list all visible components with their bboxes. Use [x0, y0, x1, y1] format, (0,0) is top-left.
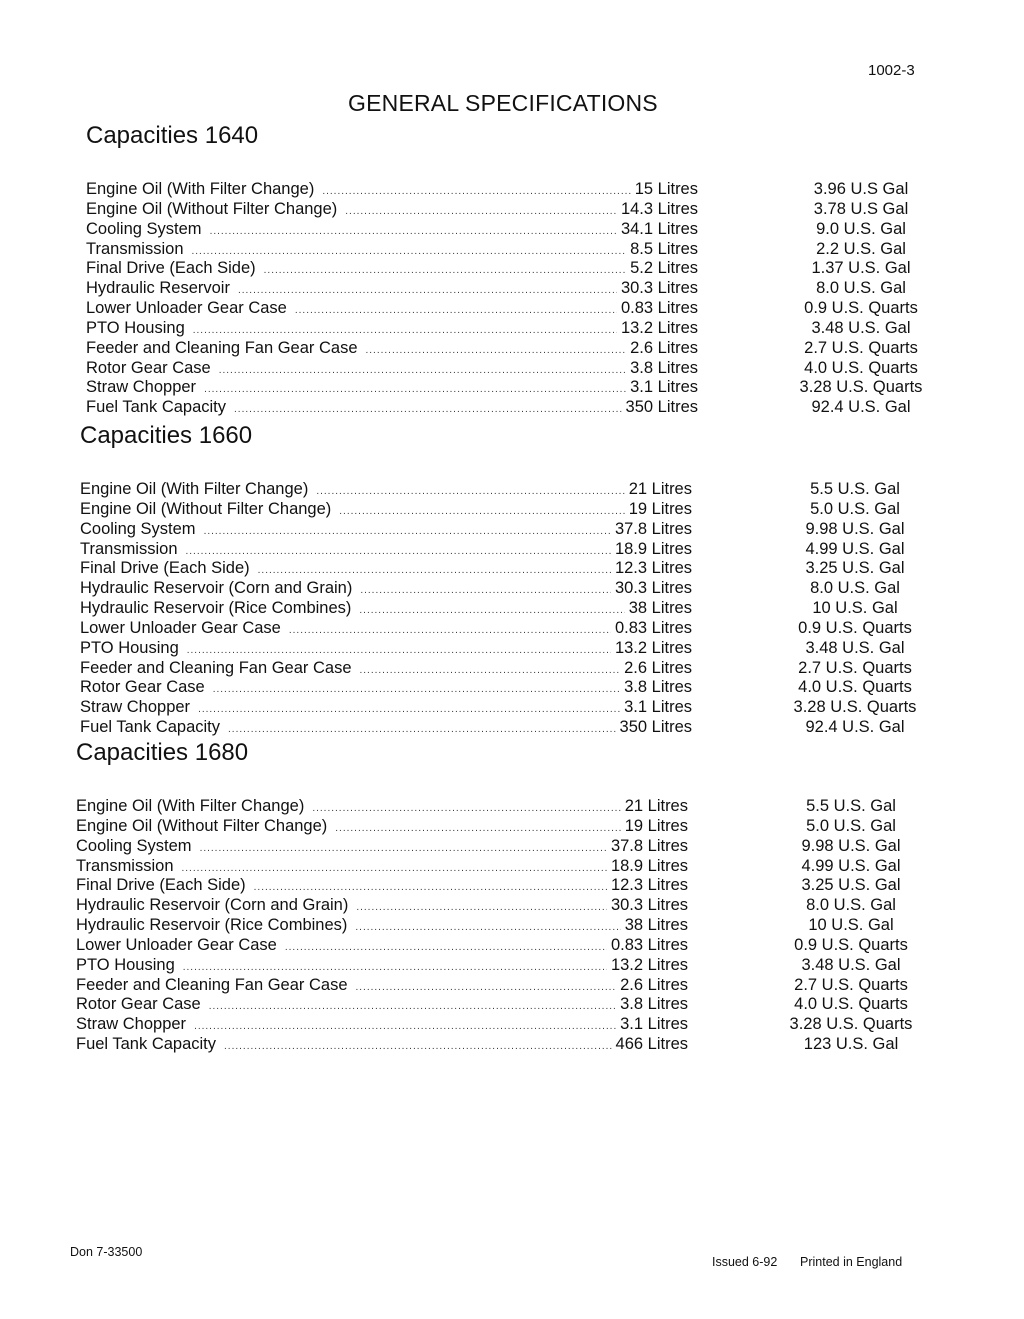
us-value: 2.7 U.S. Quarts — [794, 975, 908, 994]
spec-label: Fuel Tank Capacity — [76, 1035, 217, 1054]
spec-name-cell — [76, 896, 688, 918]
spec-name-cell — [76, 936, 688, 958]
us-value: 4.99 U.S. Gal — [801, 856, 901, 875]
spec-row — [86, 279, 906, 299]
litres-value: 18.9 Litres — [610, 856, 688, 875]
spec-label: Engine Oil (With Filter Change) — [86, 180, 315, 198]
litres-value: 13.2 Litres — [610, 955, 688, 974]
spec-label: Final Drive (Each Side) — [80, 559, 250, 578]
spec-label: Hydraulic Reservoir — [86, 279, 230, 298]
litres-value: 2.6 Litres — [630, 338, 698, 357]
spec-label: PTO Housing — [80, 638, 179, 657]
spec-name-cell — [80, 579, 692, 601]
spec-row — [76, 1015, 913, 1035]
litres-value: 2.6 Litres — [624, 658, 692, 677]
litres-value: 13.2 Litres — [620, 318, 698, 337]
issued-date: Issued 6-92 — [712, 1255, 778, 1269]
litres-value: 3.8 Litres — [624, 678, 692, 697]
spec-row — [76, 896, 896, 916]
document-title: GENERAL SPECIFICATIONS — [348, 90, 658, 116]
spec-label: Rotor Gear Case — [76, 995, 201, 1014]
spec-row — [86, 378, 923, 398]
spec-name-cell — [86, 180, 698, 202]
us-value: 3.48 U.S. Gal — [811, 318, 911, 337]
spec-label: Engine Oil (Without Filter Change) — [76, 816, 328, 835]
us-value: 5.5 U.S. Gal — [810, 480, 900, 498]
us-value: 3.28 U.S. Quarts — [793, 698, 917, 717]
us-value: 92.4 U.S. Gal — [811, 398, 911, 417]
us-value: 2.7 U.S. Quarts — [798, 658, 912, 677]
dot-leader — [224, 1037, 612, 1057]
spec-label: Straw Chopper — [80, 698, 191, 717]
spec-label: PTO Housing — [76, 955, 175, 974]
spec-name-cell — [80, 500, 692, 522]
spec-label: PTO Housing — [86, 318, 185, 337]
spec-name-cell — [80, 480, 692, 502]
spec-row — [86, 180, 909, 200]
spec-label: Lower Unloader Gear Case — [86, 299, 287, 318]
dot-leader — [228, 720, 616, 740]
us-value: 0.9 U.S. Quarts — [794, 935, 908, 954]
spec-row — [80, 718, 905, 738]
litres-value: 0.83 Litres — [610, 935, 688, 954]
spec-name-cell — [86, 259, 698, 281]
spec-row — [86, 199, 909, 220]
spec-row — [76, 856, 901, 877]
litres-value: 15 Litres — [634, 180, 698, 198]
litres-value: 37.8 Litres — [610, 836, 688, 855]
section-heading: Capacities 1640 — [86, 122, 259, 149]
spec-name-cell — [80, 619, 692, 641]
spec-label: Hydraulic Reservoir (Rice Combines) — [80, 599, 352, 618]
spec-name-cell — [86, 378, 698, 400]
litres-value: 19 Litres — [624, 816, 688, 835]
spec-label: Feeder and Cleaning Fan Gear Case — [80, 658, 352, 677]
spec-name-cell — [80, 678, 692, 700]
spec-row — [86, 219, 906, 240]
spec-row — [80, 638, 905, 659]
spec-name-cell — [86, 398, 698, 420]
litres-value: 13.2 Litres — [614, 638, 692, 657]
spec-name-cell — [76, 1035, 688, 1057]
spec-label: Straw Chopper — [76, 1015, 187, 1034]
spec-row — [80, 599, 898, 619]
spec-name-cell — [80, 599, 692, 621]
spec-list — [76, 797, 913, 1055]
us-value: 8.0 U.S. Gal — [806, 896, 896, 915]
us-value: 3.25 U.S. Gal — [805, 559, 905, 578]
spec-label: Engine Oil (Without Filter Change) — [86, 199, 338, 218]
spec-label: Transmission — [80, 539, 178, 558]
spec-name-cell — [76, 837, 688, 859]
spec-row — [80, 618, 912, 639]
spec-row — [86, 299, 918, 319]
us-value: 4.0 U.S. Quarts — [798, 678, 912, 697]
litres-value: 38 Litres — [628, 599, 692, 618]
litres-value: 37.8 Litres — [614, 519, 692, 538]
spec-name-cell — [80, 659, 692, 681]
capacities-section — [80, 422, 917, 738]
spec-name-cell — [86, 299, 698, 321]
spec-name-cell — [86, 200, 698, 222]
litres-value: 3.1 Litres — [630, 378, 698, 397]
litres-value: 350 Litres — [625, 398, 698, 417]
us-value: 8.0 U.S. Gal — [816, 279, 906, 298]
spec-name-cell — [76, 817, 688, 839]
us-value: 8.0 U.S. Gal — [810, 579, 900, 598]
spec-name-cell — [76, 1015, 688, 1037]
litres-value: 38 Litres — [624, 916, 688, 935]
spec-name-cell — [80, 520, 692, 542]
section-heading: Capacities 1680 — [76, 739, 249, 766]
spec-label: Final Drive (Each Side) — [86, 259, 256, 278]
spec-row — [76, 916, 894, 936]
spec-list — [80, 480, 917, 738]
spec-row — [80, 698, 917, 718]
spec-row — [86, 239, 906, 260]
us-value: 2.7 U.S. Quarts — [804, 338, 918, 357]
spec-row — [86, 338, 918, 359]
spec-row — [80, 539, 905, 560]
spec-label: Fuel Tank Capacity — [86, 398, 227, 417]
spec-label: Straw Chopper — [86, 378, 197, 397]
spec-name-cell — [76, 995, 688, 1017]
us-value: 3.78 U.S Gal — [813, 199, 909, 218]
spec-row — [80, 658, 912, 679]
us-value: 9.98 U.S. Gal — [801, 836, 901, 855]
spec-row — [80, 499, 900, 520]
spec-label: Final Drive (Each Side) — [76, 876, 246, 895]
us-value: 9.98 U.S. Gal — [805, 519, 905, 538]
spec-name-cell — [80, 540, 692, 562]
spec-label: Cooling System — [86, 219, 202, 238]
us-value: 5.0 U.S. Gal — [810, 499, 900, 518]
us-value: 5.0 U.S. Gal — [806, 816, 896, 835]
litres-value: 19 Litres — [628, 499, 692, 518]
spec-row — [76, 876, 901, 896]
spec-label: Hydraulic Reservoir (Corn and Grain) — [76, 896, 349, 915]
spec-label: Fuel Tank Capacity — [80, 718, 221, 737]
us-value: 2.2 U.S. Gal — [816, 239, 906, 258]
spec-name-cell — [86, 279, 698, 301]
us-value: 3.28 U.S. Quarts — [799, 378, 923, 397]
spec-row — [86, 398, 911, 418]
spec-name-cell — [76, 797, 688, 819]
litres-value: 3.1 Litres — [624, 698, 692, 717]
litres-value: 2.6 Litres — [620, 975, 688, 994]
spec-row — [76, 975, 908, 996]
spec-label: Engine Oil (Without Filter Change) — [80, 499, 332, 518]
us-value: 4.0 U.S. Quarts — [794, 995, 908, 1014]
spec-row — [86, 358, 918, 379]
spec-name-cell — [76, 857, 688, 879]
section-heading: Capacities 1660 — [80, 422, 253, 449]
spec-name-cell — [86, 240, 698, 262]
spec-row — [76, 816, 896, 837]
spec-row — [86, 259, 911, 279]
us-value: 123 U.S. Gal — [803, 1035, 899, 1054]
printed-location: Printed in England — [800, 1255, 903, 1269]
spec-row — [76, 1035, 899, 1055]
us-value: 0.9 U.S. Quarts — [798, 618, 912, 637]
spec-name-cell — [86, 359, 698, 381]
spec-name-cell — [76, 976, 688, 998]
litres-value: 0.83 Litres — [614, 618, 692, 637]
spec-row — [76, 935, 908, 956]
us-value: 5.5 U.S. Gal — [806, 797, 896, 815]
us-value: 3.96 U.S Gal — [813, 180, 909, 198]
litres-value: 30.3 Litres — [614, 579, 692, 598]
litres-value: 21 Litres — [628, 480, 692, 498]
spec-label: Engine Oil (With Filter Change) — [76, 797, 305, 815]
capacities-section — [86, 122, 923, 418]
spec-label: Feeder and Cleaning Fan Gear Case — [86, 338, 358, 357]
spec-name-cell — [76, 956, 688, 978]
us-value: 3.48 U.S. Gal — [801, 955, 901, 974]
spec-row — [80, 519, 905, 540]
us-value: 1.37 U.S. Gal — [811, 259, 911, 278]
spec-row — [76, 955, 901, 976]
litres-value: 30.3 Litres — [620, 279, 698, 298]
us-value: 10 U.S. Gal — [808, 916, 894, 935]
spec-label: Hydraulic Reservoir (Rice Combines) — [76, 916, 348, 935]
spec-label: Cooling System — [76, 836, 192, 855]
spec-name-cell — [86, 319, 698, 341]
spec-row — [80, 678, 912, 698]
spec-row — [80, 480, 900, 500]
spec-name-cell — [86, 339, 698, 361]
litres-value: 34.1 Litres — [620, 219, 698, 238]
litres-value: 18.9 Litres — [614, 539, 692, 558]
litres-value: 0.83 Litres — [620, 299, 698, 318]
spec-name-cell — [80, 559, 692, 581]
litres-value: 21 Litres — [624, 797, 688, 815]
spec-label: Engine Oil (With Filter Change) — [80, 480, 309, 498]
litres-value: 12.3 Litres — [610, 876, 688, 895]
us-value: 92.4 U.S. Gal — [805, 718, 905, 737]
spec-name-cell — [76, 916, 688, 938]
spec-label: Rotor Gear Case — [80, 678, 205, 697]
dot-leader — [234, 400, 622, 420]
litres-value: 466 Litres — [615, 1035, 688, 1054]
spec-row — [76, 836, 901, 857]
spec-row — [80, 559, 905, 579]
spec-label: Feeder and Cleaning Fan Gear Case — [76, 975, 348, 994]
us-value: 0.9 U.S. Quarts — [804, 299, 918, 318]
spec-name-cell — [80, 698, 692, 720]
spec-name-cell — [80, 718, 692, 740]
spec-row — [76, 995, 908, 1015]
litres-value: 3.1 Litres — [620, 1015, 688, 1034]
litres-value: 3.8 Litres — [630, 358, 698, 377]
spec-label: Transmission — [86, 239, 184, 258]
spec-name-cell — [80, 639, 692, 661]
document-number: Don 7-33500 — [70, 1245, 143, 1259]
litres-value: 3.8 Litres — [620, 995, 688, 1014]
spec-name-cell — [76, 876, 688, 898]
spec-list — [86, 180, 923, 418]
spec-label: Hydraulic Reservoir (Corn and Grain) — [80, 579, 353, 598]
spec-row — [76, 797, 896, 817]
us-value: 3.25 U.S. Gal — [801, 876, 901, 895]
spec-row — [80, 579, 900, 599]
litres-value: 14.3 Litres — [620, 199, 698, 218]
litres-value: 8.5 Litres — [630, 239, 698, 258]
spec-row — [86, 318, 911, 339]
litres-value: 350 Litres — [619, 718, 692, 737]
spec-label: Lower Unloader Gear Case — [80, 618, 281, 637]
litres-value: 5.2 Litres — [630, 259, 698, 278]
page-number: 1002-3 — [868, 62, 915, 79]
spec-label: Transmission — [76, 856, 174, 875]
us-value: 3.28 U.S. Quarts — [789, 1015, 913, 1034]
us-value: 4.99 U.S. Gal — [805, 539, 905, 558]
spec-name-cell — [86, 220, 698, 242]
spec-label: Lower Unloader Gear Case — [76, 935, 277, 954]
capacities-section — [76, 739, 913, 1055]
us-value: 9.0 U.S. Gal — [816, 219, 906, 238]
us-value: 10 U.S. Gal — [812, 599, 898, 618]
litres-value: 30.3 Litres — [610, 896, 688, 915]
us-value: 4.0 U.S. Quarts — [804, 358, 918, 377]
us-value: 3.48 U.S. Gal — [805, 638, 905, 657]
litres-value: 12.3 Litres — [614, 559, 692, 578]
spec-label: Cooling System — [80, 519, 196, 538]
spec-label: Rotor Gear Case — [86, 358, 211, 377]
